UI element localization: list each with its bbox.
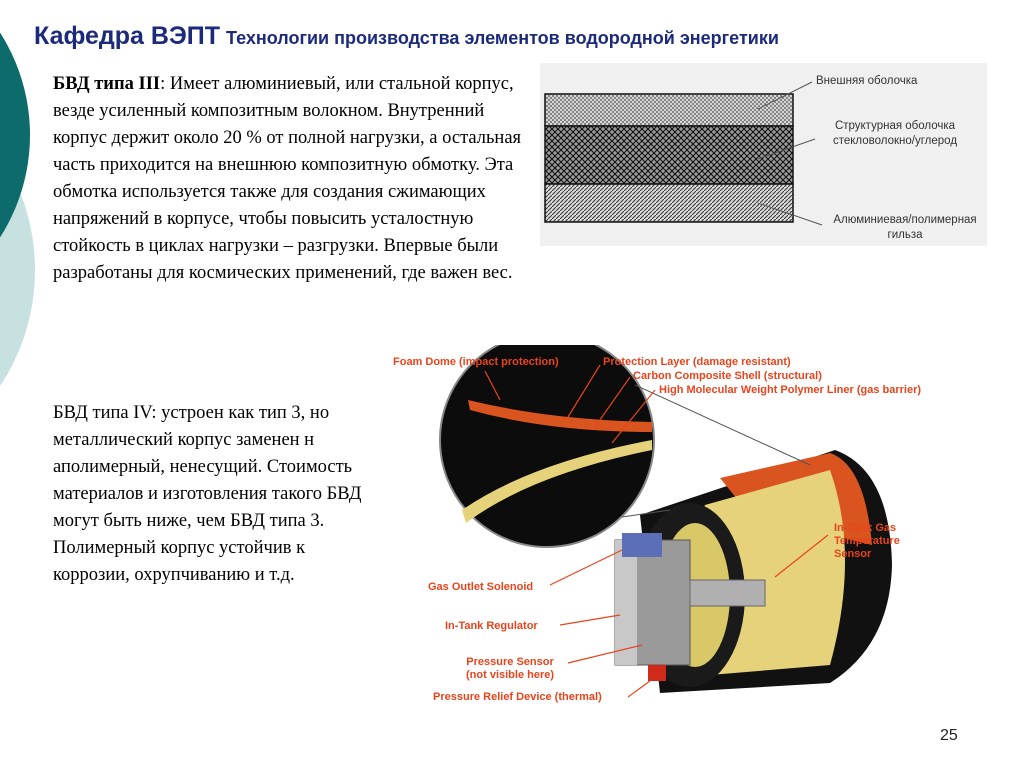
liner-label-line1: Алюминиевая/полимерная [833,214,977,226]
regulator-leader [560,615,620,625]
solenoid-leader [550,550,622,585]
structural-shell-label-line1: Структурная оболочка [834,120,956,132]
temp-sensor-label-line1: In-Tank Gas [834,522,897,534]
liner-label: High Molecular Weight Polymer Liner (gas barrier) [659,384,922,396]
liner-layer [545,184,793,222]
type4-paragraph: БВД типа IV: устроен как тип 3, но металлический корпус заменен н аполимерный, ненесущий. Стоимость материалов и изготовления такого БВД могут быть ниже, чем БВД типа 3. Полимерный корпус устойчив к коррозии, охрупчиванию и т.д. [53,403,362,585]
foam-dome-label: Foam Dome (impact protection) [393,356,559,368]
pressure-sensor-label-line2: (not visible here) [466,669,555,681]
pressure-sensor-label-line1: Pressure Sensor [466,656,554,668]
solenoid-block [622,533,662,557]
regulator-block-face [615,540,637,665]
layer-diagram [540,63,987,246]
course-subtitle: Технологии производства элементов водородной энергетики [226,28,779,48]
relief-device-label: Pressure Relief Device (thermal) [433,691,602,703]
solenoid-label: Gas Outlet Solenoid [428,581,534,593]
outer-shell-layer [545,94,793,126]
type3-label: БВД типа III [53,74,161,94]
page-number: 25 [940,727,958,744]
pressure-sensor-label [466,656,554,682]
regulator-cylinder [690,580,765,606]
regulator-label: In-Tank Regulator [445,620,538,632]
protection-layer-label: Protection Layer (damage resistant) [603,356,791,368]
outer-shell-label: Внешняя оболочка [816,75,918,87]
structural-shell-label-line2: стекловолокно/углерод [832,135,958,147]
carbon-shell-label: Carbon Composite Shell (structural) [633,370,822,382]
type3-text: : Имеет алюминиевый, или стальной корпус, везде усиленный композитным волокном. Внутренний корпус держит около 20 % от полной нагрузки, а остальная часть приходится на внешнюю композитную обмотку. Эта обмотка используется также для создания сжимающих напряжений в корпусе, чтобы повысить усталостную стойкость в циклах нагрузки – разгрузки. Впервые были разработаны для космических применений, где важен вес. [53,74,522,283]
relief-device-leader [628,681,650,697]
temp-sensor-label-line3: Sensor [834,548,872,560]
relief-device [648,665,666,681]
department-title: Кафедра ВЭПТ [34,22,220,50]
slide-header [34,22,779,51]
temp-sensor-label-line2: Temperature [834,535,900,547]
liner-label-line2: гильза [887,229,923,241]
structural-shell-label [810,119,980,149]
temp-sensor-label [834,522,900,561]
liner-label [820,213,990,243]
magnifier-connector-top [635,385,810,465]
structural-shell-layer [545,126,793,184]
type3-paragraph [53,71,525,287]
